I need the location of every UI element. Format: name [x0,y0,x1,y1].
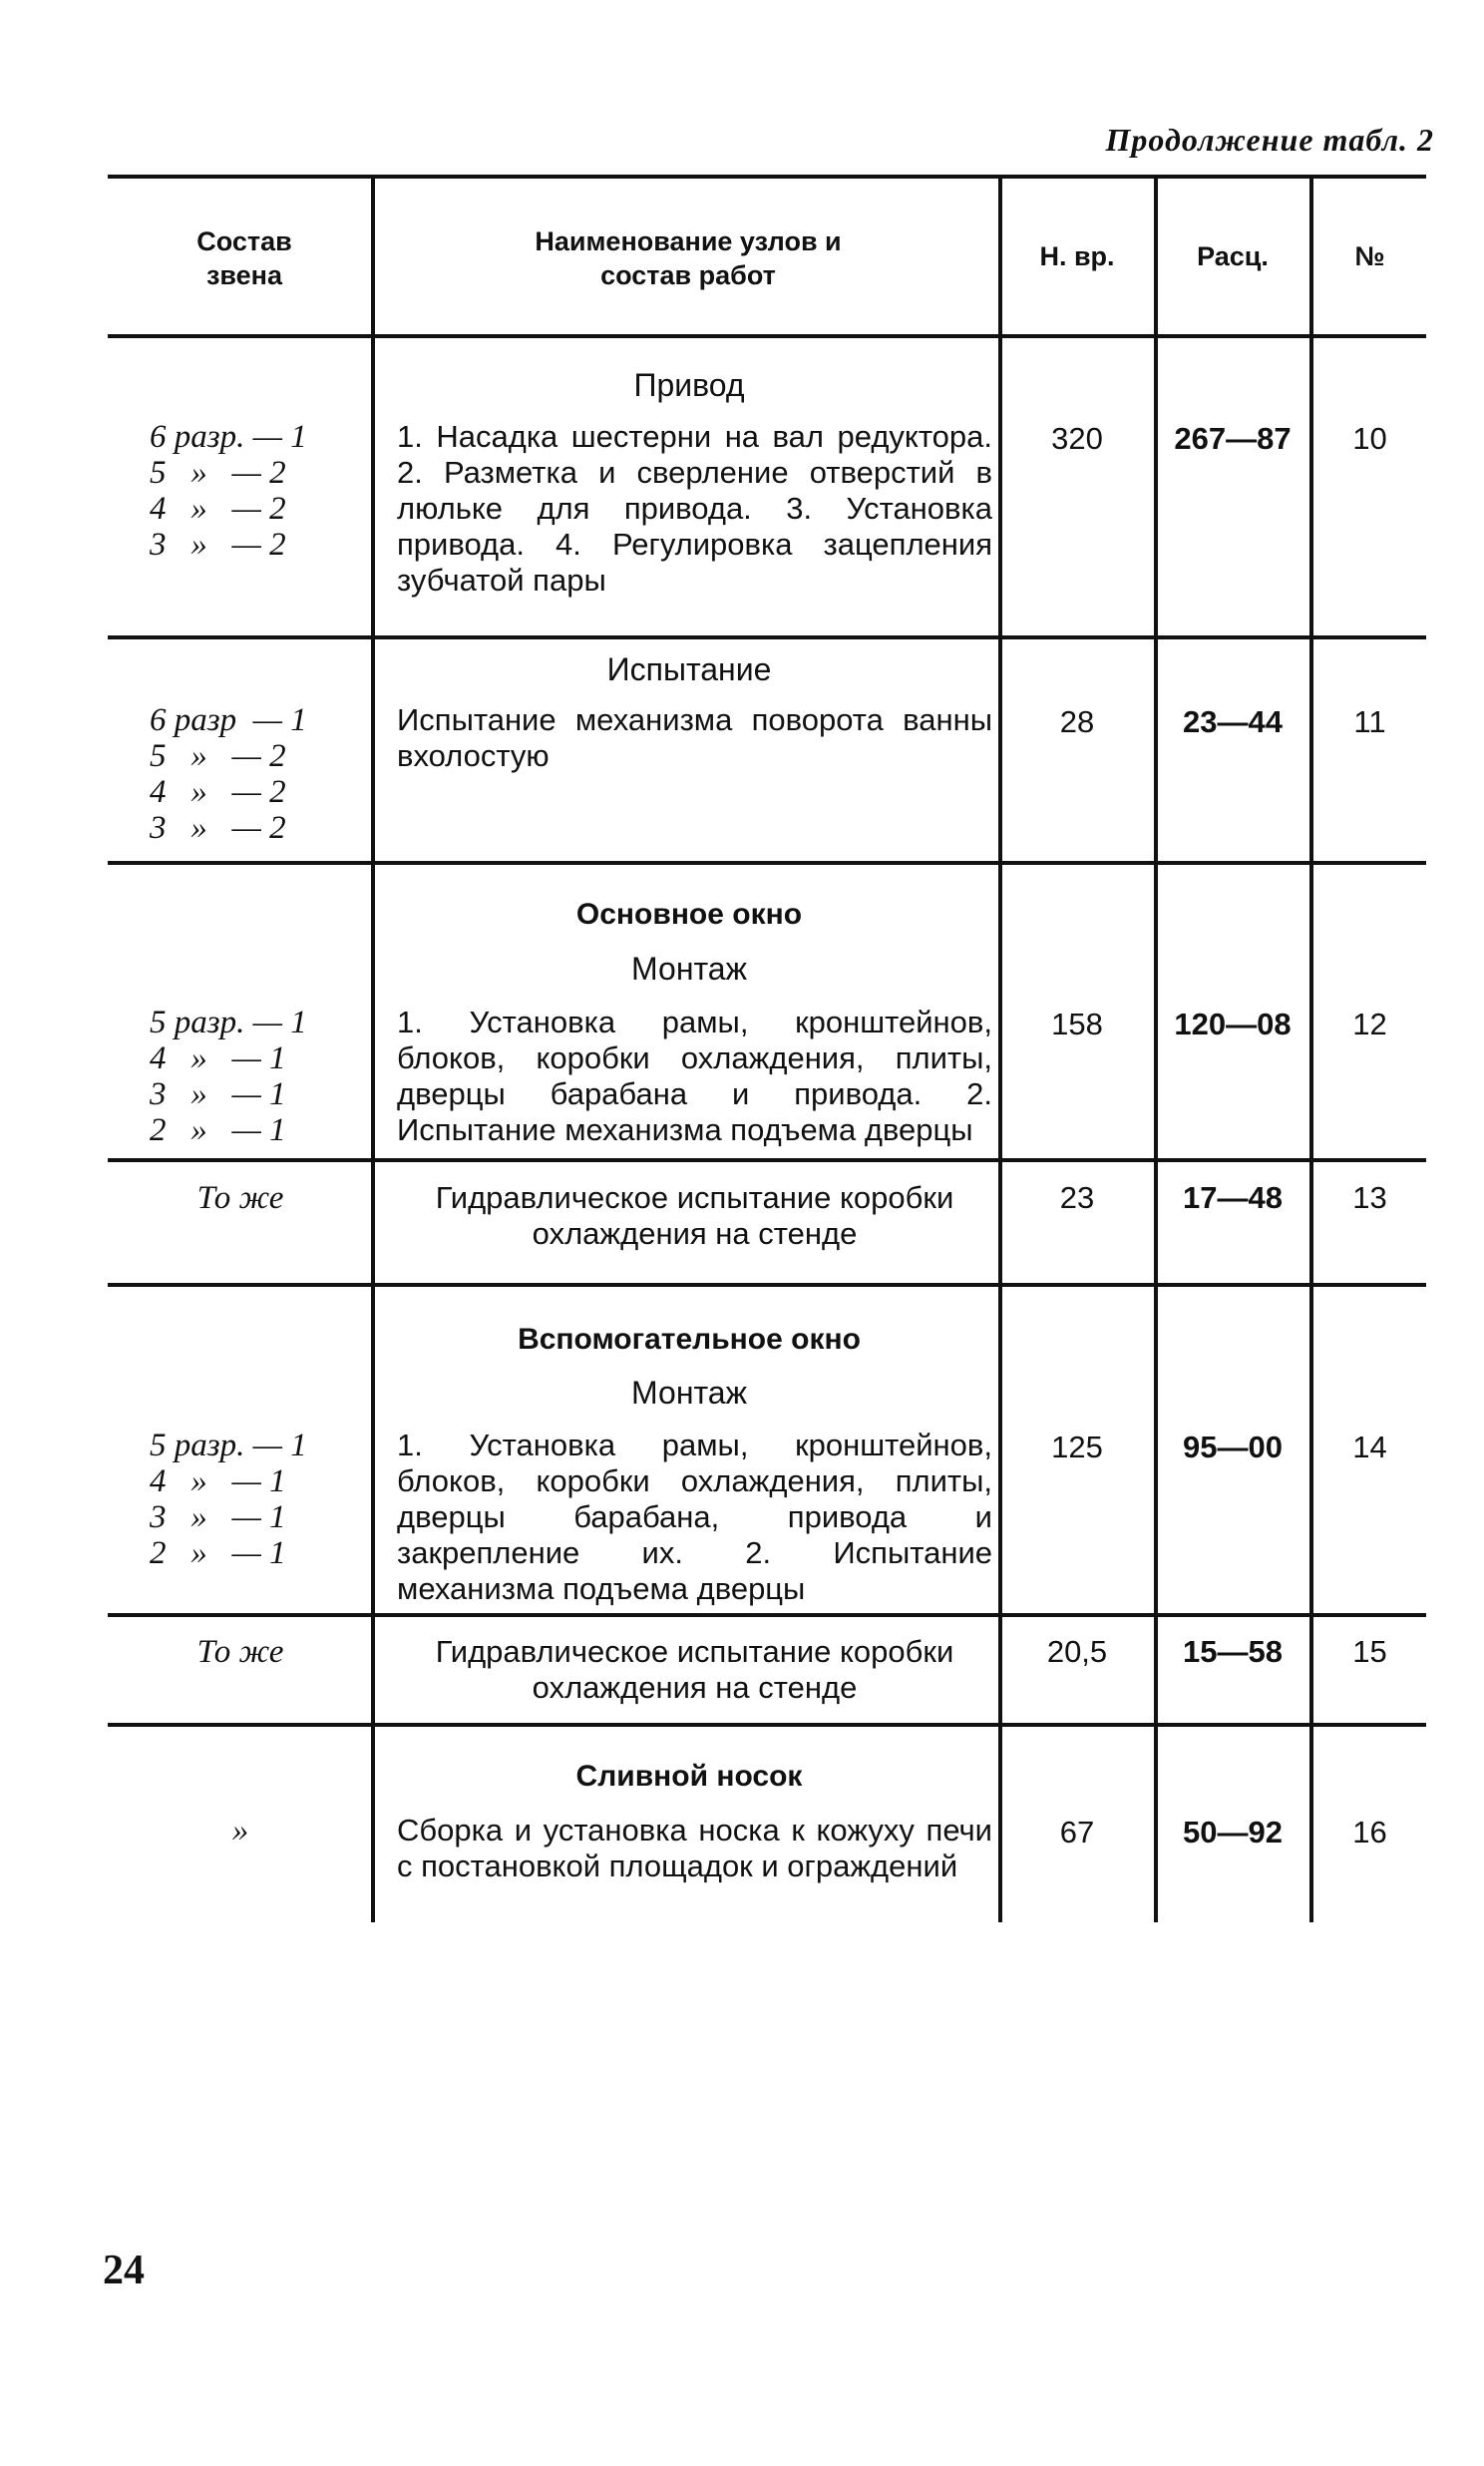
crew-line: 5 разр. — 1 [150,1428,307,1463]
crew-composition [150,1428,307,1571]
work-description: Гидравлическое испытание коробки охлаждения на стенде [435,1180,954,1251]
rate: 50—92 [1183,1815,1283,1850]
section-title: Монтаж [631,951,747,987]
crew-line: 3 » — 2 [150,810,286,846]
crew-line: 3 » — 1 [150,1076,286,1112]
crew-composition [150,702,307,846]
row-divider [108,1158,1426,1162]
time-norm: 20,5 [1046,1634,1108,1669]
header-bottom-rule [108,334,1426,338]
work-description: Гидравлическое испытание коробки охлаждения на стенде [435,1634,954,1705]
row-divider [108,1613,1426,1617]
crew-same-as-above: То же [196,1634,284,1670]
crew-line: 4 » — 2 [150,774,286,810]
page-number: 24 [103,2248,145,2293]
crew-same-as-above: То же [196,1180,284,1216]
crew-line: 2 » — 1 [150,1535,286,1571]
crew-composition [150,419,307,563]
time-norm: 28 [1059,704,1095,739]
section-heading: Вспомогательное окно [518,1323,861,1356]
time-norm: 125 [1051,1430,1103,1464]
section-heading: Сливной носок [575,1760,803,1793]
rate: 120—08 [1174,1007,1292,1041]
row-number: 13 [1352,1180,1387,1215]
row-number: 16 [1352,1815,1387,1850]
row-divider [108,861,1426,865]
crew-composition [150,1005,307,1148]
work-description: Испытание механизма поворота ванны вхолостую [397,702,992,773]
table-continuation-label: Продолжение табл. 2 [1105,122,1434,158]
crew-ditto: » [231,1813,249,1849]
crew-line: 5 » — 2 [150,738,286,774]
work-description: 1. Установка рамы, кронштейнов, блоков, коробки охлаждения, плиты, дверцы барабана, привода и закрепление их. 2. Испытание механизма подъема дверцы [397,1428,992,1606]
crew-line: 3 » — 1 [150,1499,286,1535]
rate: 15—58 [1183,1634,1283,1669]
time-norm: 158 [1051,1007,1103,1041]
header-number: № [1354,241,1385,271]
header-work: Наименование узлов и состав работ [535,226,842,290]
header-rate: Расц. [1197,241,1269,271]
crew-line: 6 разр — 1 [150,702,307,738]
row-number: 10 [1352,421,1387,456]
crew-line: 5 разр. — 1 [150,1005,307,1040]
section-title: Монтаж [631,1375,747,1411]
rate: 95—00 [1183,1430,1283,1464]
time-norm: 320 [1051,421,1103,456]
column-rule [371,175,375,1922]
work-description: 1. Установка рамы, кронштейнов, блоков, коробки охлаждения, плиты, дверцы барабана и привода. 2. Испытание механизма подъема дверцы [397,1005,992,1147]
crew-line: 3 » — 2 [150,527,286,563]
section-title: Привод [633,367,745,403]
row-number: 15 [1352,1634,1387,1669]
crew-line: 4 » — 1 [150,1040,286,1076]
row-divider [108,635,1426,639]
crew-line: 6 разр. — 1 [150,419,307,455]
rate: 17—48 [1183,1180,1283,1215]
row-divider [108,1723,1426,1727]
time-norm: 67 [1059,1815,1095,1850]
crew-line: 4 » — 1 [150,1463,286,1499]
section-title: Испытание [606,651,772,687]
row-number: 12 [1352,1007,1387,1041]
header-time: Н. вр. [1039,241,1115,271]
crew-line: 2 » — 1 [150,1112,286,1148]
crew-line: 4 » — 2 [150,491,286,527]
work-description: 1. Насадка шестерни на вал редуктора. 2. Разметка и сверление отверстий в люльке для привода. 3. Установка привода. 4. Регулировка зацепления зубчатой пары [397,419,992,598]
work-description: Сборка и установка носка к кожуху печи с постановкой площадок и ограждений [397,1813,992,1883]
time-norm: 23 [1059,1180,1095,1215]
table-top-rule [108,175,1426,179]
rate: 267—87 [1174,421,1292,456]
row-number: 14 [1352,1430,1387,1464]
row-divider [108,1283,1426,1287]
crew-line: 5 » — 2 [150,455,286,491]
section-heading: Основное окно [575,898,803,931]
row-number: 11 [1353,704,1386,739]
rate: 23—44 [1183,704,1283,739]
header-crew: Состав звена [196,226,292,290]
